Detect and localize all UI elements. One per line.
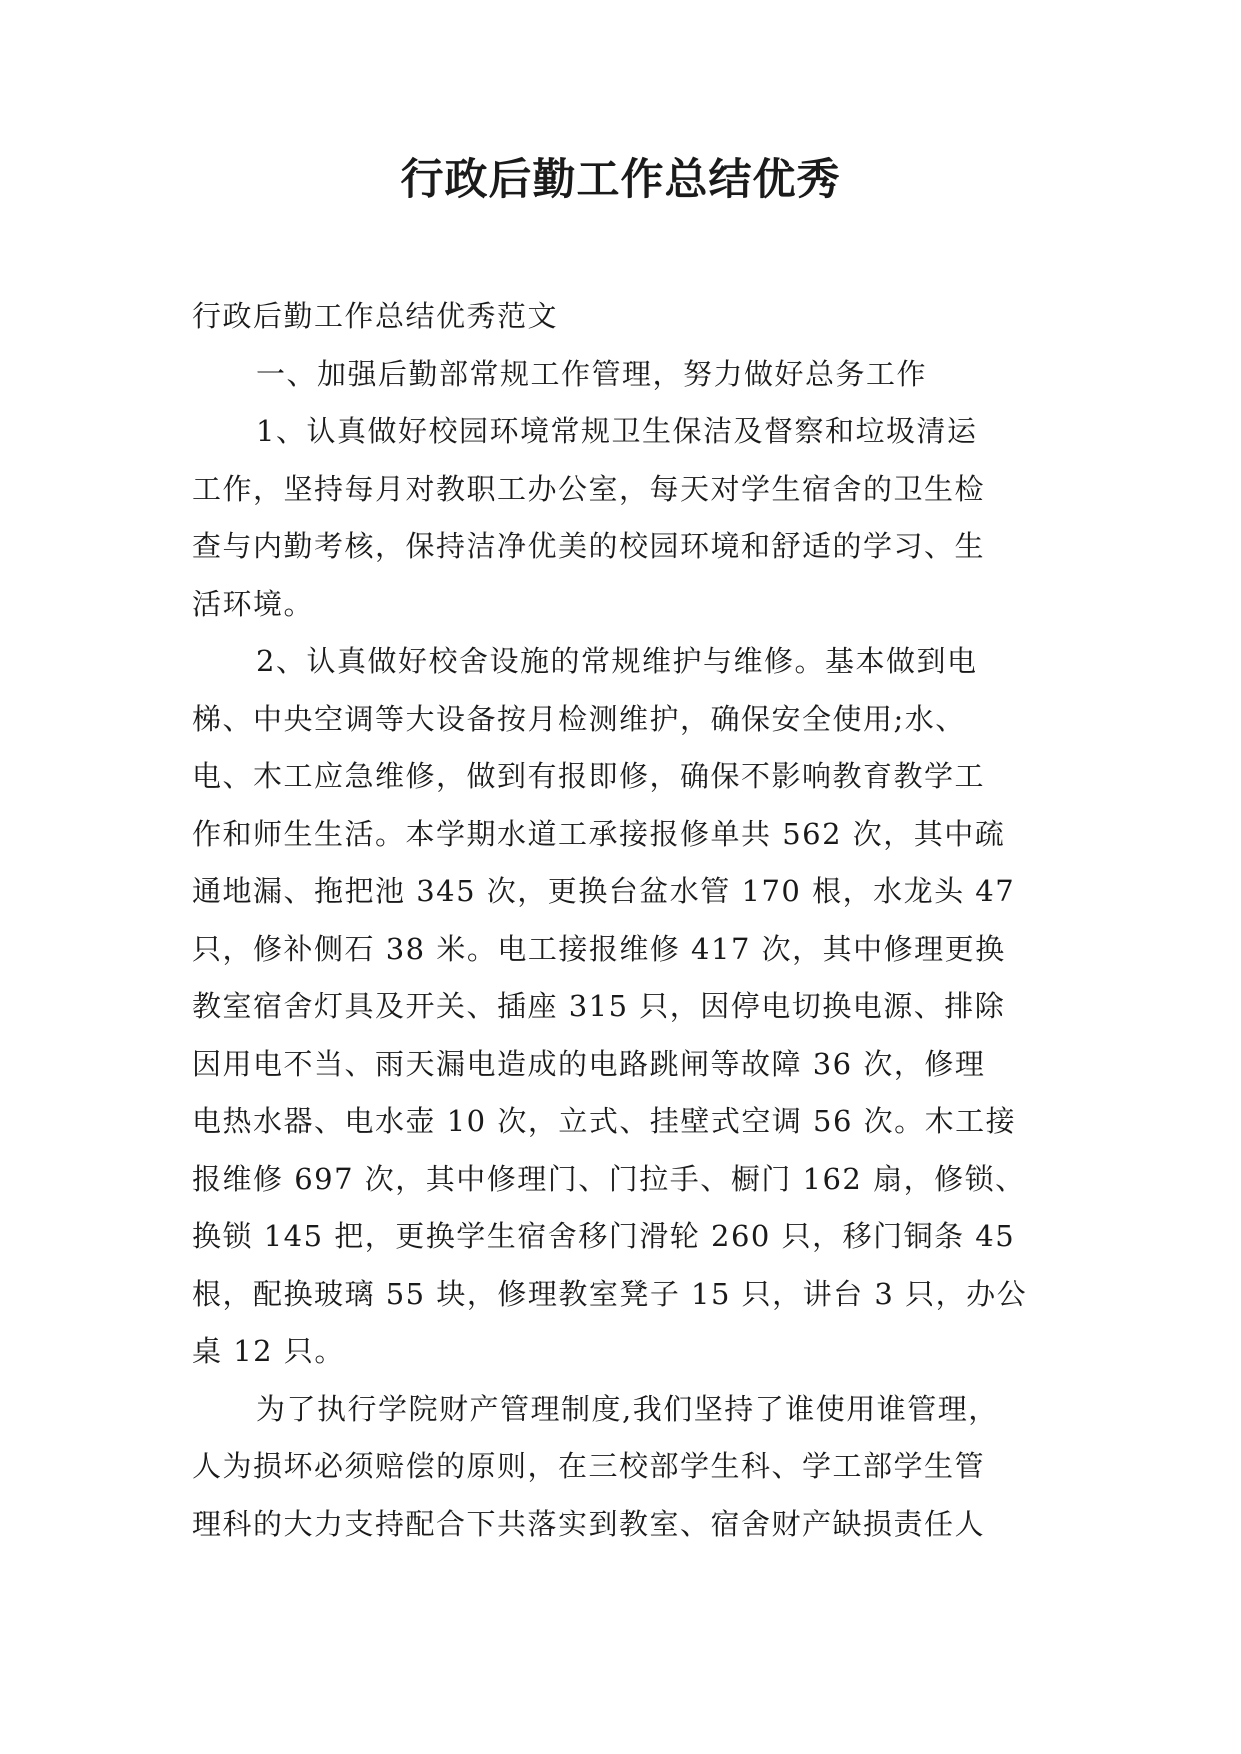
text-line: 一、加强后勤部常规工作管理，努力做好总务工作 bbox=[256, 356, 928, 391]
text-line: 报维修 697 次，其中修理门、门拉手、橱门 162 扇，修锁、 bbox=[192, 1161, 1026, 1196]
text-line: 梯、中央空调等大设备按月检测维护，确保安全使用;水、 bbox=[192, 701, 966, 736]
text-line: 理科的大力支持配合下共落实到教室、宿舍财产缺损责任人 bbox=[192, 1506, 986, 1541]
text-line: 人为损坏必须赔偿的原则，在三校部学生科、学工部学生管 bbox=[192, 1449, 986, 1483]
text-line: 2、认真做好校舍设施的常规维护与维修。基本做到电 bbox=[256, 644, 978, 678]
text-line: 教室宿舍灯具及开关、插座 315 只，因停电切换电源、排除 bbox=[192, 989, 1006, 1023]
text-line: 1、认真做好校园环境常规卫生保洁及督察和垃圾清运 bbox=[256, 414, 978, 448]
document-body bbox=[192, 288, 1048, 1553]
text-line: 为了执行学院财产管理制度,我们坚持了谁使用谁管理， bbox=[256, 1391, 999, 1426]
text-line: 活环境。 bbox=[192, 586, 315, 621]
text-line: 因用电不当、雨天漏电造成的电路跳闸等故障 36 次，修理 bbox=[192, 1046, 986, 1081]
text-line: 只，修补侧石 38 米。电工接报维修 417 次，其中修理更换 bbox=[192, 931, 1006, 966]
text-line: 电、木工应急维修，做到有报即修，确保不影响教育教学工 bbox=[192, 759, 986, 793]
text-line: 根，配换玻璃 55 块，修理教室凳子 15 只，讲台 3 只，办公 bbox=[192, 1276, 1028, 1311]
text-line: 桌 12 只。 bbox=[192, 1334, 345, 1368]
text-line: 行政后勤工作总结优秀范文 bbox=[192, 299, 559, 333]
text-line: 作和师生生活。本学期水道工承接报修单共 562 次，其中疏 bbox=[192, 816, 1006, 851]
document-title: 行政后勤工作总结优秀 bbox=[400, 155, 841, 205]
text-line: 电热水器、电水壶 10 次，立式、挂壁式空调 56 次。木工接 bbox=[192, 1104, 1017, 1138]
text-line: 通地漏、拖把池 345 次，更换台盆水管 170 根，水龙头 47 bbox=[192, 874, 1016, 908]
text-line: 换锁 145 把，更换学生宿舍移门滑轮 260 只，移门铜条 45 bbox=[192, 1219, 1016, 1253]
text-line: 工作，坚持每月对教职工办公室，每天对学生宿舍的卫生检 bbox=[192, 471, 986, 506]
text-line: 查与内勤考核，保持洁净优美的校园环境和舒适的学习、生 bbox=[192, 529, 986, 563]
